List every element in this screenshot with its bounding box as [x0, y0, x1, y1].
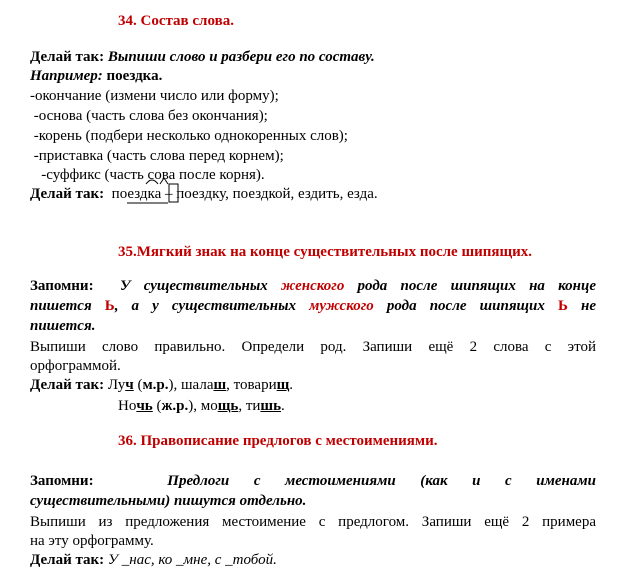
- word-part: (: [133, 377, 143, 393]
- sibilant-ending: шь: [260, 398, 282, 414]
- s36-remember-label: Запомни:: [30, 473, 94, 489]
- word-part: , ти: [238, 398, 261, 414]
- s36-doit-label: Делай так:: [30, 552, 105, 568]
- gender-mark: м.р.: [142, 377, 169, 393]
- s36-doit: [30, 551, 277, 569]
- s35-doit-ex1: [30, 376, 293, 394]
- s35-rule-line1: [30, 277, 596, 295]
- s34-part-prefix: -приставка (часть слова перед корнем);: [30, 148, 284, 164]
- sibilant-ending: ш: [213, 377, 227, 393]
- s35-rule-text: рода после шипящих на конце: [344, 278, 597, 294]
- soft-sign-1: Ь: [104, 298, 115, 314]
- word-part: (: [152, 398, 162, 414]
- s34-part-suffix: -суффикс (часть сова после корня).: [30, 167, 265, 183]
- sibilant-ending: ч: [125, 377, 134, 393]
- word-part: .: [289, 377, 294, 393]
- s35-rule-line3: пишется.: [30, 318, 96, 334]
- soft-sign-2: Ь: [558, 298, 568, 314]
- s35-rule-text: У существительных: [120, 278, 282, 294]
- section-34-title: 34. Состав слова.: [118, 13, 234, 29]
- s35-doit-ex2: [118, 397, 285, 415]
- s36-rule-line1: [30, 472, 596, 490]
- s35-rule-text: рода после шипящих: [373, 298, 558, 314]
- s34-part-ending: -окончание (измени число или форму);: [30, 88, 279, 104]
- s34-instr-text: Выпиши слово и разбери его по составу.: [107, 49, 375, 65]
- s35-rule-line2: [30, 297, 596, 315]
- masculine-word: мужского: [309, 298, 374, 314]
- s36-task-line1: Выпиши из предложения местоимение с предлогом. Запиши ещё 2 примера: [30, 514, 596, 530]
- s35-remember-label: Запомни:: [30, 278, 94, 294]
- s35-doit-label: Делай так:: [30, 377, 105, 393]
- word-part: Лу: [107, 377, 126, 393]
- s34-example: [30, 67, 162, 85]
- s35-rule-text: не: [567, 298, 596, 314]
- s36-task-line2: на эту орфограмму.: [30, 533, 154, 549]
- s35-rule-text: , а у существительных: [114, 298, 310, 314]
- section-36-title: 36. Правописание предлогов с местоимениями.: [118, 433, 438, 449]
- s34-example-label: Например:: [30, 68, 103, 84]
- section-35-title: 35.Мягкий знак на конце существительных после шипящих.: [118, 244, 533, 260]
- s34-example-word: поездка.: [106, 68, 163, 84]
- s35-rule-text: пишется: [30, 298, 105, 314]
- s34-morpheme-word: поездка: [111, 186, 162, 202]
- s34-instr-label: Делай так:: [30, 49, 105, 65]
- s34-doit: [30, 185, 378, 203]
- s34-instruction: [30, 48, 375, 66]
- s35-task-line2: орфограммой.: [30, 358, 121, 374]
- s35-task-line1: Выпиши слово правильно. Определи род. Запиши ещё 2 слова с этой: [30, 339, 596, 355]
- word-part: ), шала: [168, 377, 214, 393]
- word-part: ), мо: [188, 398, 218, 414]
- s34-part-root: -корень (подбери несколько однокоренных слов);: [30, 128, 348, 144]
- s34-part-stem: -основа (часть слова без окончания);: [30, 108, 268, 124]
- s36-rule-text: Предлоги с местоимениями (как и с именами: [167, 473, 596, 489]
- sibilant-ending: чь: [136, 398, 153, 414]
- s34-doit-label: Делай так:: [30, 186, 105, 202]
- s34-doit-rest: – поездку, поездкой, ездить, езда.: [161, 186, 378, 202]
- word-part: , товари: [226, 377, 277, 393]
- sibilant-ending: щь: [217, 398, 239, 414]
- gender-mark: ж.р.: [161, 398, 189, 414]
- s36-doit-text: У _нас, ко _мне, с _тобой.: [107, 552, 277, 568]
- s36-rule-line2: существительными) пишутся отдельно.: [30, 493, 307, 509]
- sibilant-ending: щ: [276, 377, 290, 393]
- feminine-word: женского: [281, 278, 345, 294]
- word-part: .: [281, 398, 285, 414]
- word-part: Но: [118, 398, 137, 414]
